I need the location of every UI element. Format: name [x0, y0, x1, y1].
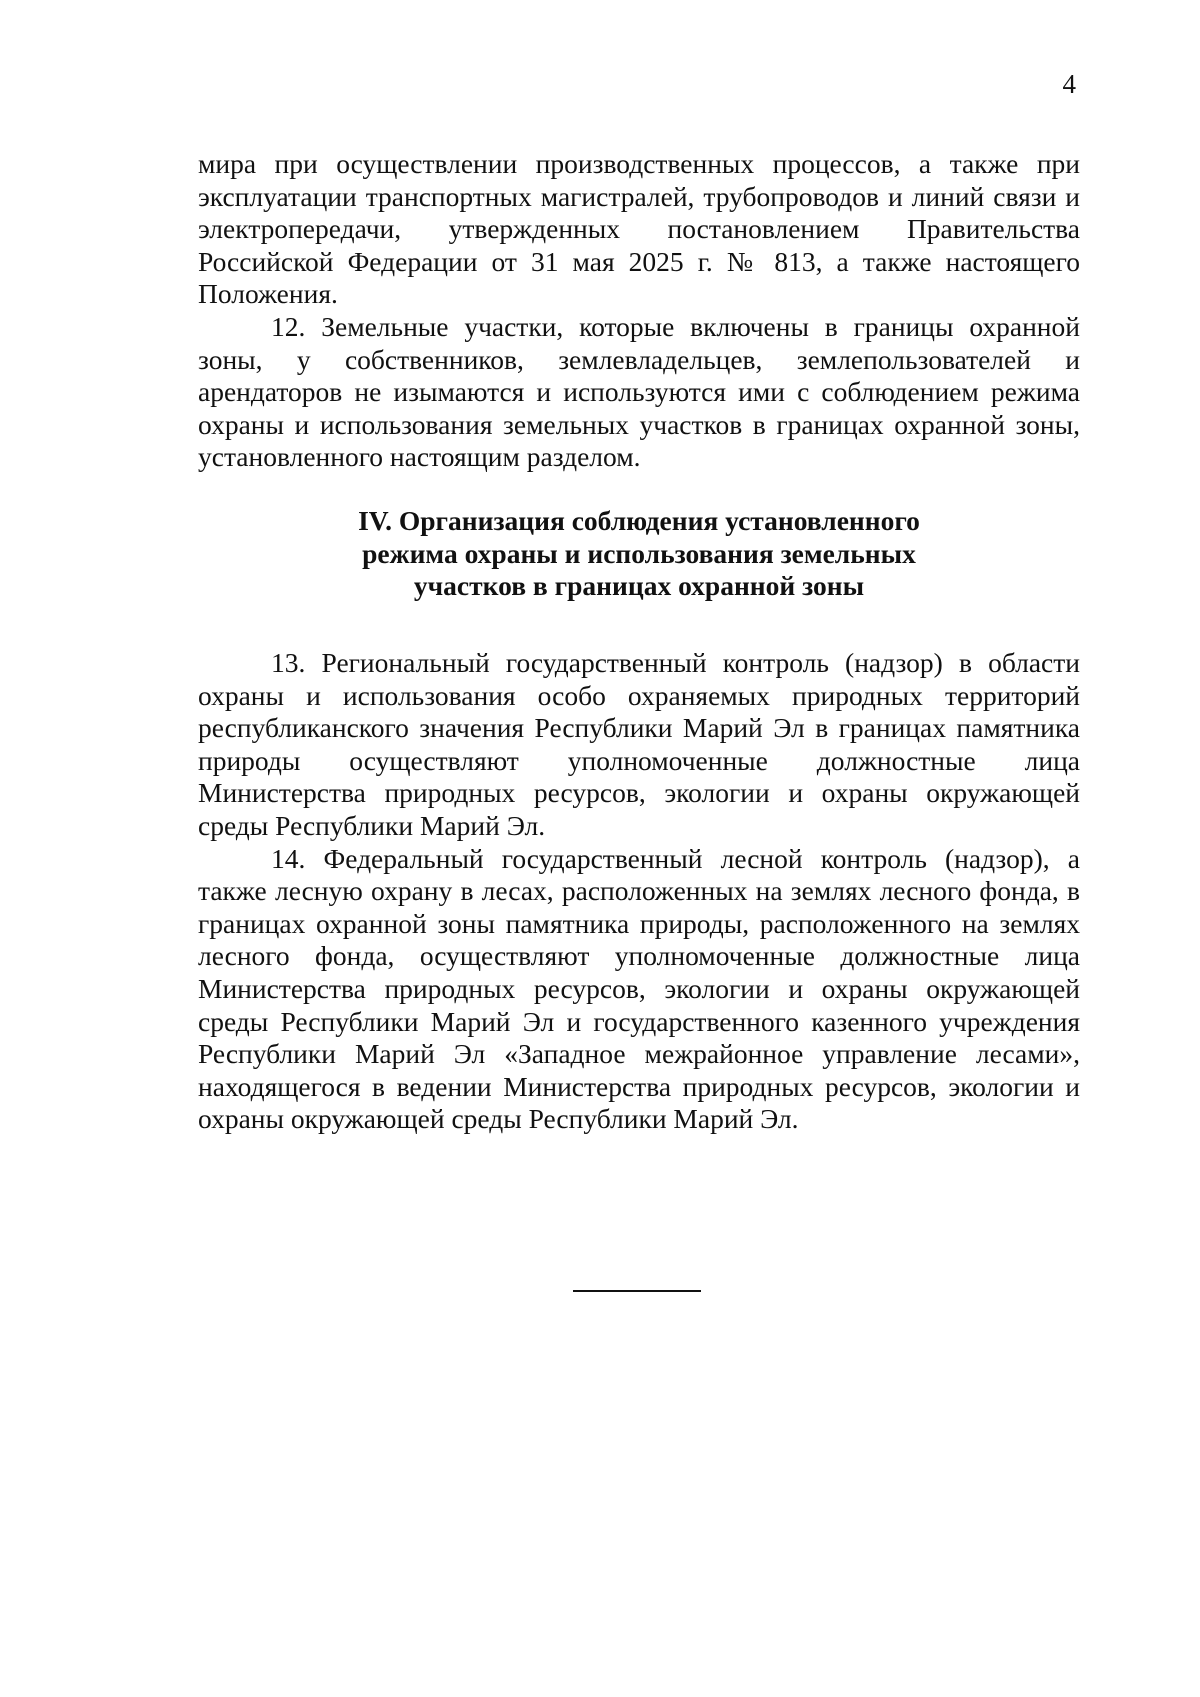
paragraph-12: 12. Земельные участки, которые включены в границы охранной зоны, у собственников, землевладельцев, землепользователей и арендаторов не изымаются и используются ими с соблюдением режима охраны и использования земельных участков в границах охранной зоны, установленного настоящим разделом. — [198, 310, 1080, 473]
continuation-paragraph: мира при осуществлении производственных процессов, а также при эксплуатации транспортных магистралей, трубопроводов и линий связи и электропередачи, утвержденных постановлением Правительства Российской Федерации от 31 мая 2025 г. № 813, а также настоящего Положения. — [198, 148, 1080, 310]
page-number: 4 — [1062, 69, 1076, 99]
body-text-lower — [198, 647, 1080, 1136]
paragraph-14: 14. Федеральный государственный лесной контроль (надзор), а также лесную охрану в лесах, расположенных на землях лесного фонда, в границах охранной зоны памятника природы, расположенного на землях лесного фонда, осуществляют уполномоченные должностные лица Министерства природных ресурсов, экологии и охраны окружающей среды Республики Марий Эл и государственного казенного учреждения Республики Марий Эл «Западное межрайонное управление лесами», находящегося в ведении Министерства природных ресурсов, экологии и охраны окружающей среды Республики Марий Эл. — [198, 842, 1080, 1135]
paragraph-13: 13. Региональный государственный контроль (надзор) в области охраны и использования особо охраняемых природных территорий республиканского значения Республики Марий Эл в границах памятника природы осуществляют уполномоченные должностные лица Министерства природных ресурсов, экологии и охраны окружающей среды Республики Марий Эл. — [198, 647, 1080, 841]
end-of-document-rule — [573, 1290, 701, 1292]
section-heading-line-1: IV. Организация соблюдения установленного — [358, 505, 920, 536]
section-heading-line-3: участков в границах охранной зоны — [413, 570, 865, 602]
section-heading — [198, 505, 1080, 603]
section-heading-line-2: режима охраны и использования земельных — [362, 537, 916, 569]
body-text-upper — [198, 148, 1080, 474]
